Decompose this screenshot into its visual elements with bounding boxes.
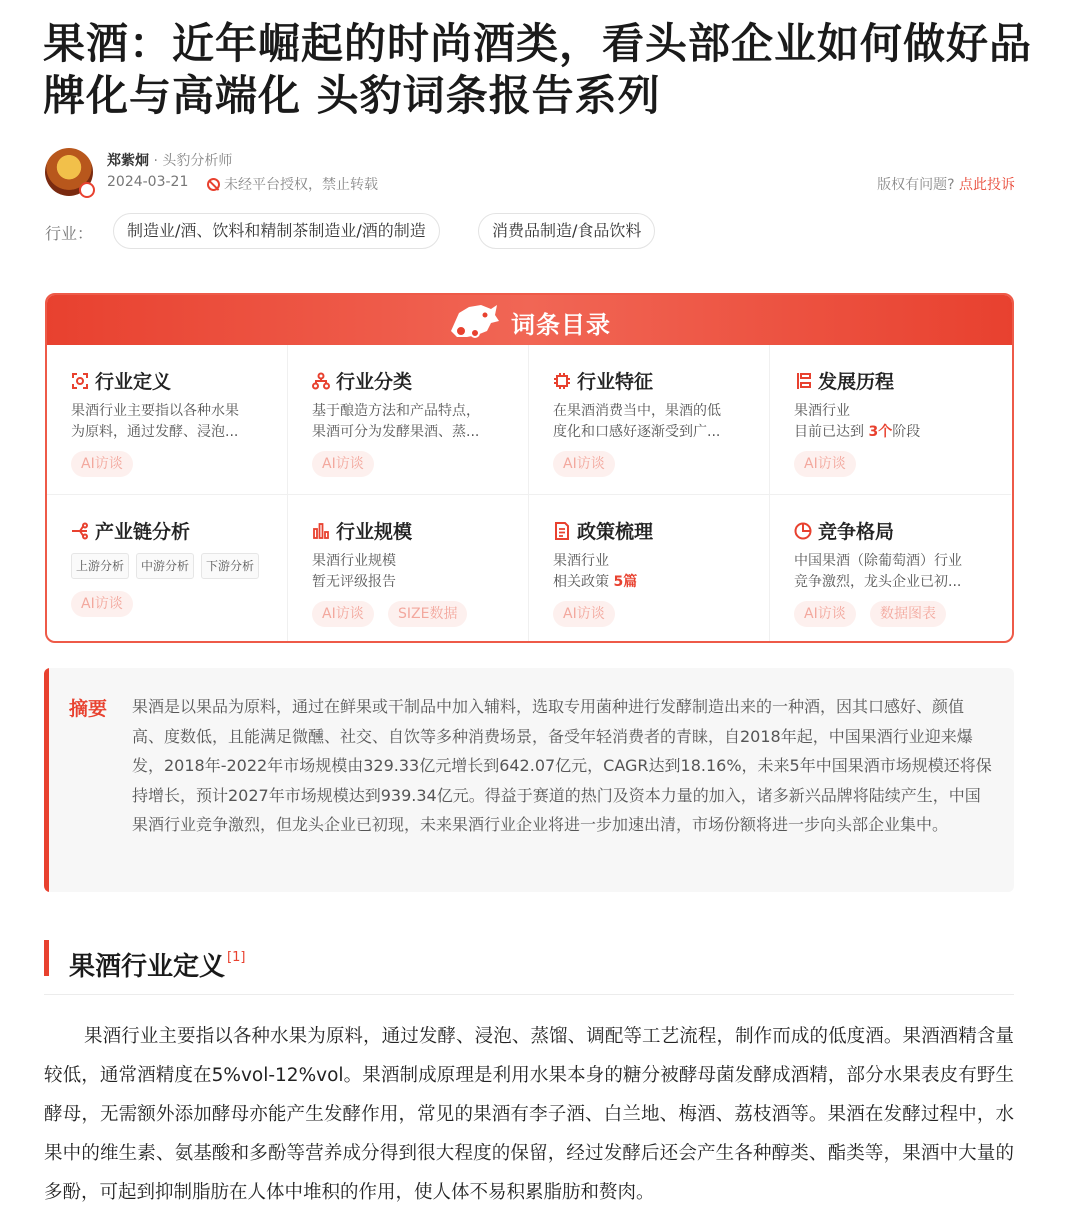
ai-interview-pill[interactable]: AI访谈 xyxy=(794,601,856,627)
ai-interview-pill[interactable]: AI访谈 xyxy=(71,451,133,477)
page-title: 果酒：近年崛起的时尚酒类，看头部企业如何做好品牌化与高端化 头豹词条报告系列 xyxy=(43,19,1033,120)
feature-icon xyxy=(553,372,571,390)
ai-interview-pill[interactable]: AI访谈 xyxy=(312,451,374,477)
reference-link[interactable]: [1] xyxy=(227,950,246,965)
section-title-text: 果酒行业定义 xyxy=(69,952,226,982)
cell-title[interactable]: 发展历程 xyxy=(794,367,894,394)
author-name[interactable]: 郑紫炯 xyxy=(107,153,149,169)
catalog-cell-history[interactable] xyxy=(770,345,1011,495)
cell-description: 果酒行业 目前已达到 3个阶段 xyxy=(794,403,921,440)
cell-title[interactable]: 行业分类 xyxy=(312,367,412,394)
section-body: 果酒行业主要指以各种水果为原料，通过发酵、浸泡、蒸馏、调配等工艺流程，制作而成的低度酒。果酒酒精含量较低，通常酒精度在5%vol-12%vol。果酒制成原理是利用水果本身的糖分被酵母菌发酵成酒精，部分水果表皮有野生酵母，无需额外添加酵母亦能产生发酵作用，常见的果酒有李子酒、白兰地、梅酒、荔枝酒等。果酒在发酵过程中，水果中的维生素、氨基酸和多酚等营养成分得到很大程度的保留，经过发酵后还会产生各种醇类、酯类等，果酒中大量的多酚，可起到抑制脂肪在人体中堆积的作用，使人体不易积累脂肪和赘肉。 xyxy=(44,1026,1014,1203)
avatar-badge-icon xyxy=(79,182,95,198)
cell-title[interactable]: 政策梳理 xyxy=(553,517,653,544)
summary-text: 果酒是以果品为原料，通过在鲜果或干制品中加入辅料，选取专用菌种进行发酵制造出来的一种酒，因其口感好、颜值高、度数低，且能满足微醺、社交、自饮等多种消费场景，备受年轻消费者的青睐，自2018年起，中国果酒行业迎来爆发，2018年-2022年市场规模由329.33亿元增长到642.07亿元，CAGR达到18.16%，未来5年中国果酒市场规模还将保持增长，预计2027年市场规模达到939.34亿元。得益于赛道的热门及资本力量的加入，诸多新兴品牌将陆续产生，中国果酒行业竞争激烈，但龙头企业已初现，未来果酒行业企业将进一步加速出清，市场份额将进一步向头部企业集中。 xyxy=(132,697,992,834)
downstream-tag[interactable]: 下游分析 xyxy=(201,553,259,579)
ai-interview-pill[interactable]: AI访谈 xyxy=(312,601,374,627)
definition-icon xyxy=(71,372,89,390)
summary-label: 摘要 xyxy=(69,698,108,720)
publish-date: 2024-03-21 xyxy=(107,174,189,190)
author-info xyxy=(107,150,232,170)
catalog-cell-feature[interactable] xyxy=(529,345,770,495)
copyright-notice xyxy=(877,174,1015,194)
classification-icon xyxy=(312,372,330,390)
summary-box xyxy=(44,668,1014,892)
industry-label: 行业： xyxy=(45,224,94,243)
section-divider xyxy=(44,994,1014,995)
ai-interview-pill[interactable]: AI访谈 xyxy=(553,601,615,627)
license-note xyxy=(207,174,378,194)
catalog-cell-scale[interactable] xyxy=(288,495,529,643)
author-row xyxy=(45,148,1015,198)
catalog-cell-definition[interactable] xyxy=(47,345,288,495)
catalog-panel xyxy=(45,293,1014,643)
catalog-header xyxy=(47,295,1012,345)
catalog-cell-chain[interactable] xyxy=(47,495,288,643)
cell-description: 果酒行业主要指以各种水果 为原料，通过发酵、浸泡... xyxy=(71,403,239,440)
ban-icon xyxy=(207,178,220,191)
policy-icon xyxy=(553,522,571,540)
size-data-pill[interactable]: SIZE数据 xyxy=(388,601,467,627)
license-text: 未经平台授权，禁止转载 xyxy=(224,177,378,193)
ai-interview-pill[interactable]: AI访谈 xyxy=(71,591,133,617)
catalog-cell-competition[interactable] xyxy=(770,495,1011,643)
cell-description: 果酒行业规模 暂无评级报告 xyxy=(312,553,396,590)
cell-title[interactable]: 竞争格局 xyxy=(794,517,894,544)
catalog-cell-policy[interactable] xyxy=(529,495,770,643)
cell-description: 中国果酒（除葡萄酒）行业 竞争激烈，龙头企业已初... xyxy=(794,553,962,590)
catalog-cell-classification[interactable] xyxy=(288,345,529,495)
ai-interview-pill[interactable]: AI访谈 xyxy=(794,451,856,477)
catalog-title xyxy=(447,299,627,341)
bar-chart-icon xyxy=(312,522,330,540)
data-chart-pill[interactable]: 数据图表 xyxy=(870,601,946,627)
author-role: · 头豹分析师 xyxy=(149,153,233,169)
industry-tag[interactable]: 制造业/酒、饮料和精制茶制造业/酒的制造 xyxy=(113,213,440,249)
catalog-title-text: 词条目录 xyxy=(511,311,611,339)
cell-title[interactable]: 行业规模 xyxy=(312,517,412,544)
stage-count: 3个 xyxy=(868,424,893,440)
cell-description: 在果酒消费当中，果酒的低 度化和口感好逐渐受到广... xyxy=(553,403,721,440)
cell-title[interactable]: 行业特征 xyxy=(553,367,653,394)
midstream-tag[interactable]: 中游分析 xyxy=(136,553,194,579)
upstream-tag[interactable]: 上游分析 xyxy=(71,553,129,579)
ai-interview-pill[interactable]: AI访谈 xyxy=(553,451,615,477)
industry-tag[interactable]: 消费品制造/食品饮料 xyxy=(478,213,655,249)
pie-chart-icon xyxy=(794,522,812,540)
policy-count: 5篇 xyxy=(613,574,638,590)
history-icon xyxy=(794,372,812,390)
copyright-question: 版权有问题? xyxy=(877,177,955,193)
cell-description: 果酒行业 相关政策 5篇 xyxy=(553,553,638,590)
section-title xyxy=(44,940,246,982)
cell-title[interactable]: 产业链分析 xyxy=(71,517,190,544)
complaint-link[interactable]: 点此投诉 xyxy=(959,177,1015,193)
leopard-logo-icon xyxy=(447,301,501,341)
cell-description: 基于酿造方法和产品特点， 果酒可分为发酵果酒、蒸... xyxy=(312,403,480,440)
cell-title[interactable]: 行业定义 xyxy=(71,367,171,394)
chain-icon xyxy=(71,522,89,540)
